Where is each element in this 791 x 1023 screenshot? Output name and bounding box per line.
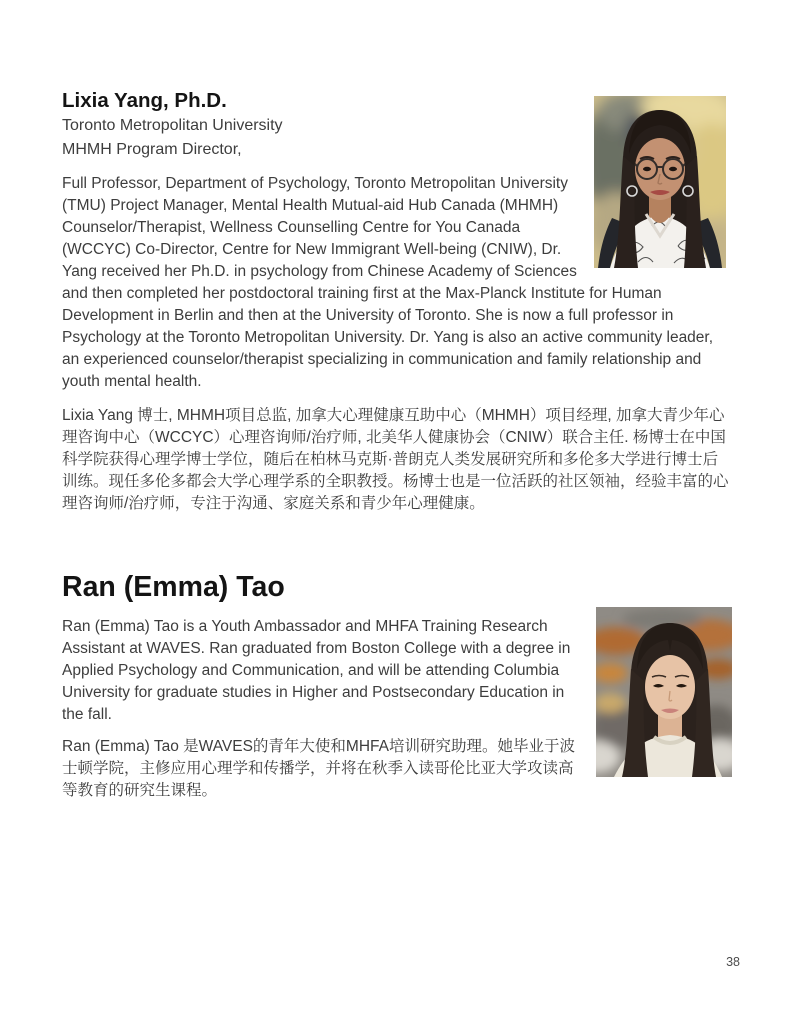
bio-section-ran-emma-tao	[62, 571, 732, 802]
ran-emma-tao-portrait-image	[596, 607, 732, 777]
bio-section-lixia-yang	[62, 88, 732, 515]
bio-role: MHMH Program Director,	[62, 141, 242, 158]
page-number: 38	[726, 955, 740, 969]
lixia-yang-portrait-image	[594, 96, 726, 268]
bio-paragraph-chinese: Ran (Emma) Tao 是WAVES的青年大使和MHFA培训研究助理。她毕业于波士顿学院，主修应用心理学和传播学，并将在秋季入读哥伦比亚大学攻读高等教育的研究生课程。	[62, 738, 575, 799]
bio-paragraph-chinese: Lixia Yang 博士, MHMH项目总监, 加拿大心理健康互助中心（MHMH）项目经理, 加拿大青少年心理咨询中心（WCCYC）心理咨询师/治疗师, 北美华人健康协会（CNIW）联合主任. 杨博士在中国科学院获得心理学博士学位，随后在柏林马克斯·普朗克人类发展研究所和多伦多大学进行博士后训练。现任多伦多都会大学心理学系的全职教授。杨博士也是一位活跃的社区领袖，经验丰富的心理咨询师/治疗师，专注于沟通、家庭关系和青少年心理健康。	[62, 407, 729, 512]
bio-paragraph-english: Full Professor, Department of Psychology, Toronto Metropolitan University (TMU) Project Manager, Mental Health Mutual-aid Hub Canada (MHMH) Counselor/Therapist, Wellness Counselling Centre for You Canada (WCCYC) Co-Director, Centre for New Immigrant Well-being (CNIW), Dr. Yang received her Ph.D. in psychology from Chinese Academy of Sciences and then completed her postdoctoral training first at the Max-Planck Institute for Human Development in Berlin and then at the University of Toronto. She is now a full professor in Psychology at the Toronto Metropolitan University. Dr. Yang is also an active community leader, an experienced counselor/therapist specializing in communication and family relationship and youth mental health.	[62, 175, 714, 390]
bio-paragraph-english: Ran (Emma) Tao is a Youth Ambassador and MHFA Training Research Assistant at WAVES. Ran graduated from Boston College with a degree in Applied Psychology and Communication, and will be attending Columbia University for graduate studies in Higher and Postsecondary Education in the fall.	[62, 618, 571, 723]
lixia-yang-portrait-photo	[594, 96, 726, 268]
ran-emma-tao-portrait-photo	[596, 607, 732, 777]
bio-name-heading-lixia-yang: Lixia Yang, Ph.D.	[62, 89, 227, 112]
bio-affiliation: Toronto Metropolitan University	[62, 117, 283, 134]
bio-name-heading-ran-emma-tao: Ran (Emma) Tao	[62, 571, 285, 603]
